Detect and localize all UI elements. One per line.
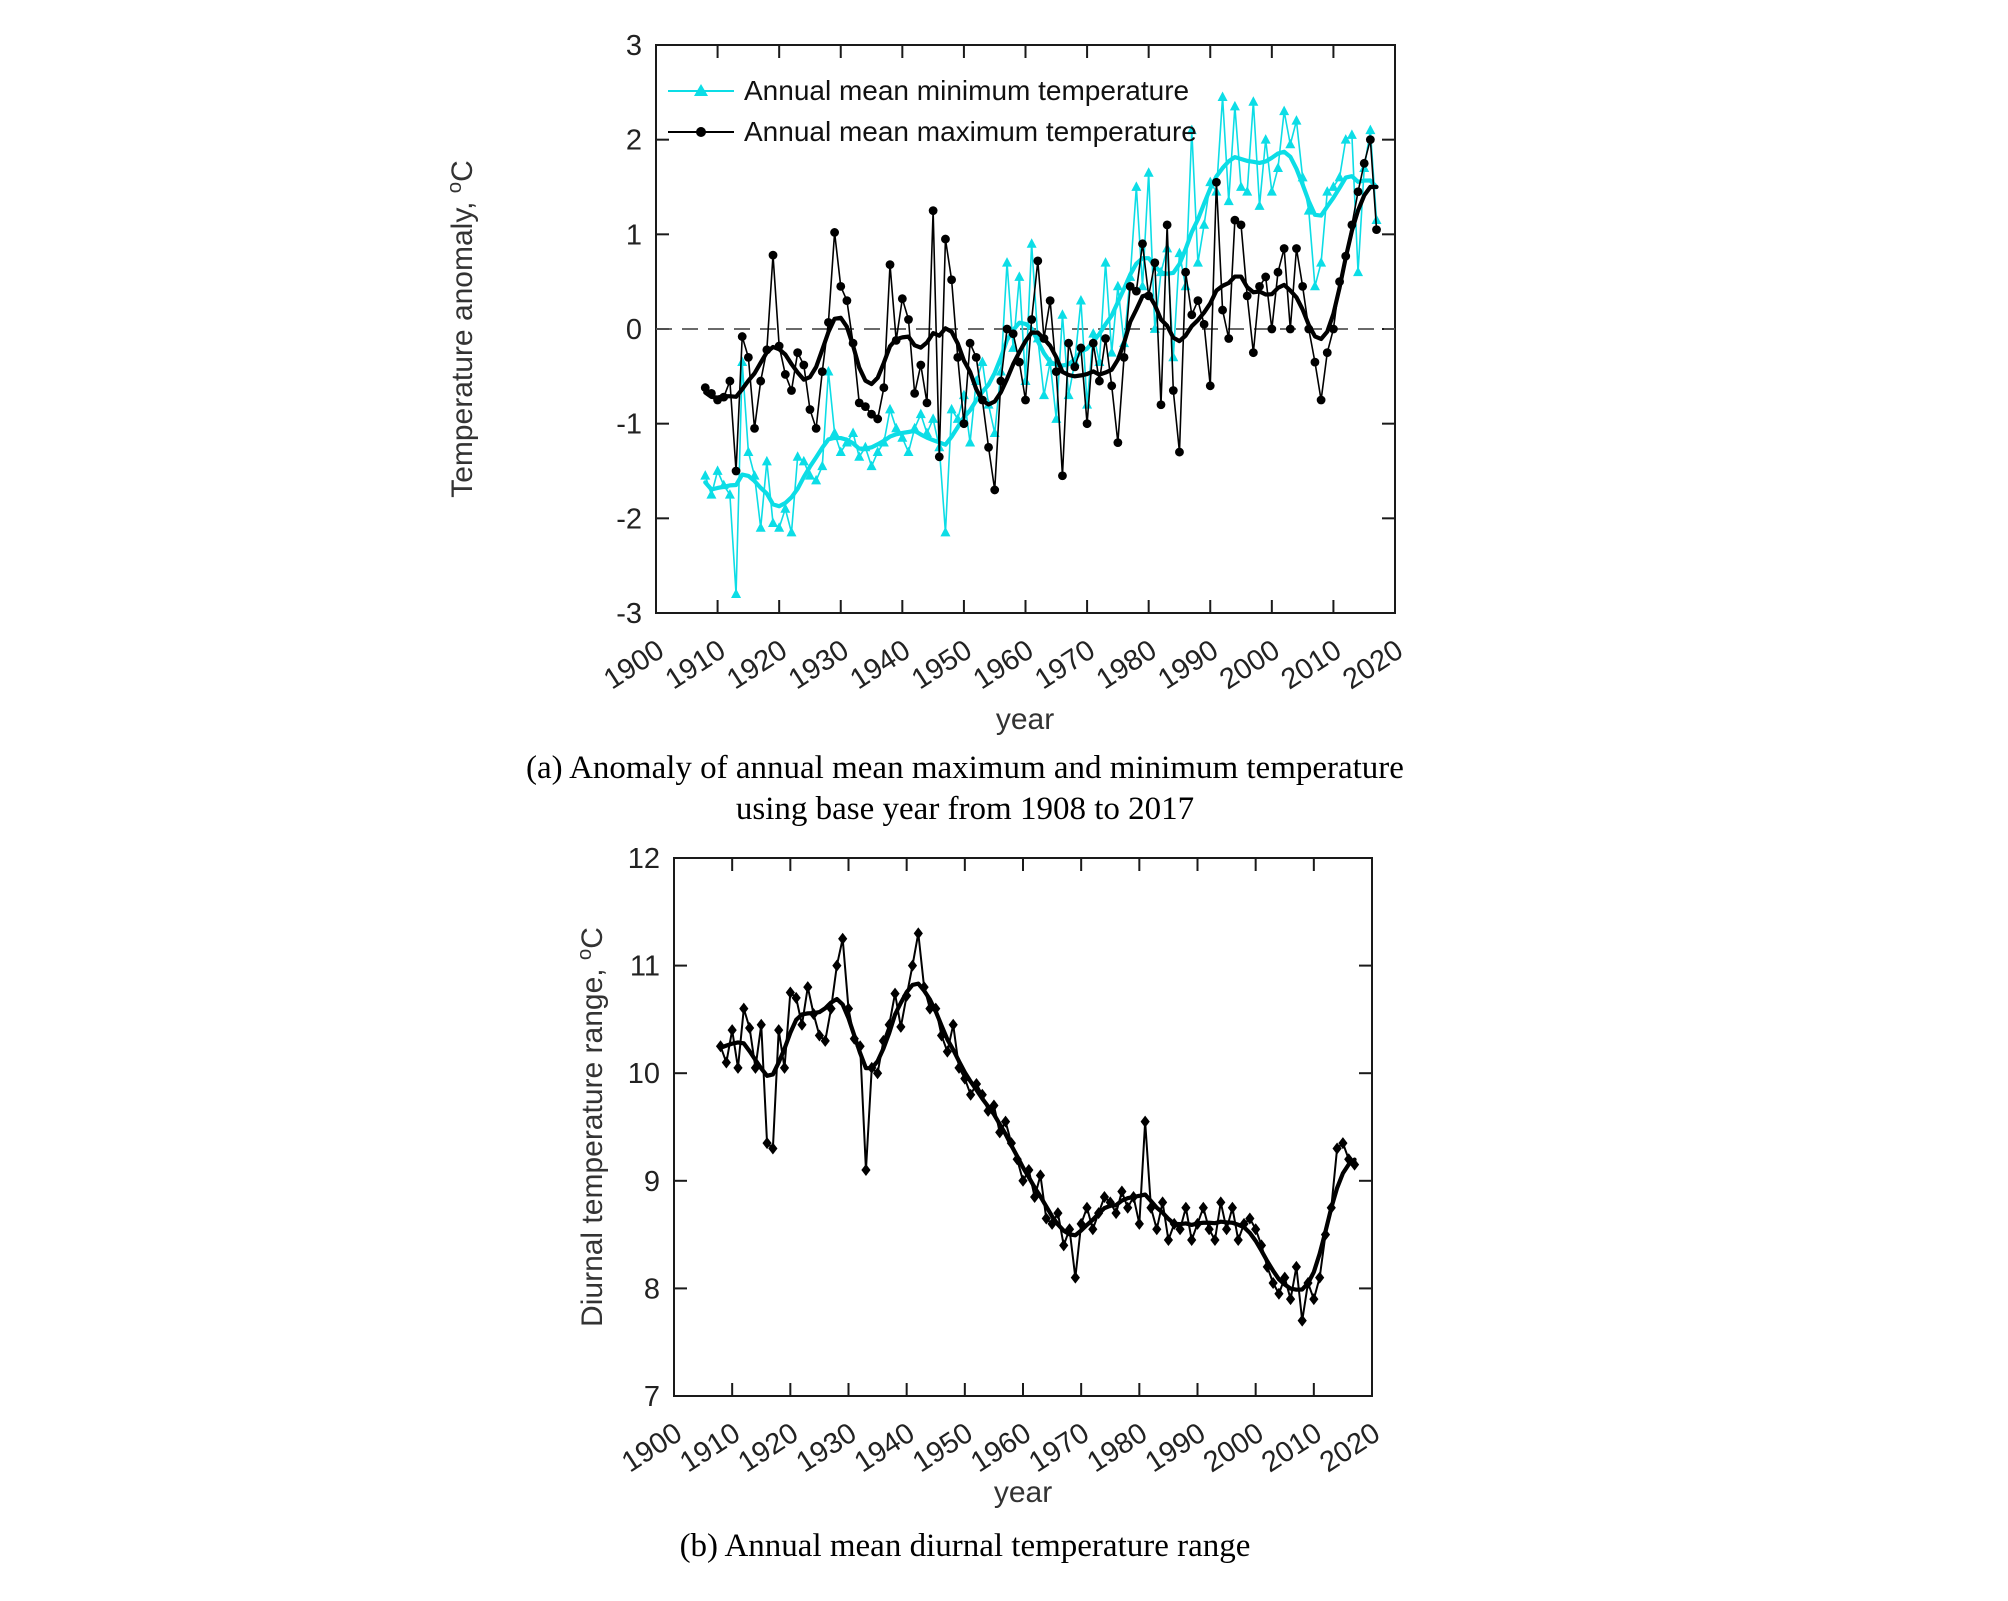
diamond-marker-icon [949, 1019, 958, 1031]
x-tick-label: 2000 [1214, 634, 1286, 697]
circle-marker-icon [972, 353, 981, 362]
triangle-marker-icon [1218, 91, 1228, 101]
circle-marker-icon [1286, 325, 1295, 334]
triangle-marker-icon [1082, 399, 1092, 409]
circle-marker-icon [787, 386, 796, 395]
circle-marker-icon [1046, 296, 1055, 305]
triangle-marker-icon [1039, 390, 1049, 400]
x-tick-label: 1900 [598, 634, 670, 697]
y-tick-label: 0 [625, 314, 642, 346]
diamond-marker-icon [1158, 1196, 1167, 1208]
plot-box-b [674, 858, 1372, 1396]
triangle-marker-icon [891, 423, 901, 433]
circle-marker-icon [1083, 419, 1092, 428]
x-tick-label: 1950 [907, 1417, 979, 1480]
triangle-marker-icon [1131, 181, 1141, 191]
circle-marker-icon [910, 389, 919, 398]
legend-line-min [668, 90, 734, 92]
circle-marker-icon [1033, 256, 1042, 265]
circle-marker-icon [806, 405, 815, 414]
diamond-marker-icon [1216, 1196, 1225, 1208]
circle-marker-icon [1372, 225, 1381, 234]
x-tick-label: 1980 [1090, 634, 1163, 697]
circle-marker-icon [1009, 329, 1018, 338]
diamond-marker-icon [728, 1024, 737, 1036]
circle-marker-icon [861, 402, 870, 411]
x-tick-label: 1940 [844, 634, 917, 697]
y-tick-label: 12 [627, 843, 660, 875]
diamond-marker-icon [832, 960, 841, 972]
diamond-marker-icon [1199, 1202, 1208, 1214]
y-tick-label: 9 [643, 1165, 660, 1198]
caption-a-line1: (a) Anomaly of annual mean maximum and minimum temperature [526, 750, 1404, 786]
triangle-marker-icon [1285, 139, 1295, 149]
diamond-marker-icon [1298, 1315, 1307, 1327]
circle-marker-icon [744, 353, 753, 362]
circle-marker-icon [1163, 220, 1172, 229]
triangle-marker-icon [762, 456, 772, 466]
diamond-marker-icon [739, 1003, 748, 1015]
x-tick-label: 1990 [1152, 634, 1225, 697]
triangle-marker-icon [1014, 271, 1024, 281]
y-axis-label-a [444, 160, 480, 498]
circle-marker-icon [1317, 396, 1326, 405]
diamond-marker-icon [1292, 1261, 1301, 1273]
circle-marker-icon [1212, 178, 1221, 187]
diamond-marker-icon [1234, 1234, 1243, 1246]
legend-line-max [668, 131, 734, 133]
diamond-marker-icon [908, 960, 917, 972]
circle-marker-icon [726, 377, 735, 386]
triangle-marker-icon [1057, 309, 1067, 319]
circle-marker-icon [793, 348, 802, 357]
circle-marker-icon [799, 361, 808, 370]
y-axis-label-b-unit: C [576, 927, 609, 949]
triangle-marker-icon [1255, 200, 1265, 210]
circle-marker-icon [1354, 187, 1363, 196]
circle-marker-icon [886, 260, 895, 269]
circle-marker-icon [750, 424, 759, 433]
circle-marker-icon [1323, 348, 1332, 357]
diamond-marker-icon [1164, 1234, 1173, 1246]
triangle-marker-icon [1002, 257, 1012, 267]
triangle-marker-icon [1193, 257, 1203, 267]
caption-b [0, 1526, 1930, 1567]
diamond-marker-icon [780, 1062, 789, 1074]
circle-marker-icon [843, 296, 852, 305]
triangle-marker-icon [830, 428, 840, 438]
x-tick-label: 2000 [1197, 1417, 1270, 1480]
triangle-marker-icon [1261, 134, 1271, 144]
circle-marker-icon [1058, 471, 1067, 480]
circle-marker-icon [1274, 268, 1283, 277]
y-tick-label: 11 [629, 950, 660, 983]
triangle-marker-icon [867, 461, 877, 471]
triangle-marker-icon [1224, 196, 1234, 206]
triangle-marker-icon [1101, 257, 1111, 267]
diamond-marker-icon [1135, 1218, 1144, 1230]
y-axis-label-a-text: Temperature anomaly, [446, 193, 479, 498]
circle-marker-icon [1187, 310, 1196, 319]
triangle-marker-icon [817, 461, 827, 471]
legend [668, 72, 1197, 150]
x-axis-label-a: year [995, 703, 1055, 736]
circle-marker-icon [1261, 273, 1270, 282]
circle-marker-icon [1206, 381, 1215, 390]
circle-marker-icon [781, 370, 790, 379]
x-tick-label: 1920 [732, 1417, 805, 1480]
circle-marker-icon [1089, 339, 1098, 348]
circle-marker-icon [929, 206, 938, 215]
diamond-marker-icon [757, 1019, 766, 1031]
triangle-marker-icon [848, 428, 858, 438]
circle-marker-icon [1224, 334, 1233, 343]
x-axis-label-b: year [993, 1476, 1053, 1509]
series-0-1-line [705, 140, 1376, 490]
triangle-marker-icon [1199, 219, 1209, 229]
circle-marker-icon [1218, 306, 1227, 315]
series-1-0-smoothed-line [721, 984, 1355, 1290]
diamond-marker-icon [1059, 1239, 1068, 1251]
triangle-marker-icon [1027, 238, 1037, 248]
diamond-marker-icon [1315, 1272, 1324, 1284]
triangle-marker-icon [1273, 162, 1283, 172]
diamond-marker-icon [745, 1022, 754, 1034]
circle-marker-icon [836, 282, 845, 291]
triangle-marker-icon [1353, 267, 1363, 277]
circle-marker-icon [1113, 438, 1122, 447]
y-axis-label-b [574, 927, 610, 1327]
circle-marker-icon [879, 383, 888, 392]
diamond-marker-icon [838, 933, 847, 945]
y-tick-label: 1 [625, 219, 642, 252]
triangle-marker-icon [1279, 106, 1289, 116]
x-tick-label: 1930 [783, 634, 855, 697]
triangle-marker-icon [756, 522, 766, 532]
triangle-marker-icon [1316, 257, 1326, 267]
triangle-marker-icon [1168, 352, 1178, 362]
circle-marker-icon [1237, 220, 1246, 229]
triangle-marker-icon [947, 404, 957, 414]
diamond-marker-icon [1286, 1293, 1295, 1305]
series-1-0-line [721, 933, 1355, 1320]
triangle-marker-icon [793, 451, 803, 461]
triangle-marker-icon [1291, 115, 1301, 125]
triangle-marker-icon [768, 517, 778, 527]
circle-marker-icon [898, 294, 907, 303]
y-tick-label: -1 [616, 408, 642, 441]
diamond-marker-icon [1117, 1186, 1126, 1198]
degree-superscript: o [574, 948, 596, 961]
triangle-marker-icon [965, 437, 975, 447]
circle-marker-icon [1095, 377, 1104, 386]
x-tick-label: 1990 [1139, 1417, 1212, 1480]
triangle-marker-icon [700, 470, 710, 480]
triangle-marker-icon [1076, 295, 1086, 305]
triangle-marker-icon [1267, 186, 1277, 196]
x-tick-label: 1980 [1081, 1417, 1154, 1480]
circle-marker-icon [1280, 244, 1289, 253]
diamond-marker-icon [1187, 1234, 1196, 1246]
circle-marker-icon [935, 452, 944, 461]
circle-marker-icon [1150, 258, 1159, 267]
y-tick-label: 2 [625, 124, 642, 157]
triangle-marker-icon [713, 465, 723, 475]
diamond-marker-icon [797, 1019, 806, 1031]
circle-marker-icon [1027, 315, 1036, 324]
circle-marker-icon [818, 367, 827, 376]
triangle-marker-icon [1236, 181, 1246, 191]
circle-marker-icon [1243, 291, 1252, 300]
circle-marker-icon [1021, 396, 1030, 405]
triangle-marker-icon [1248, 96, 1258, 106]
circle-marker-icon [812, 424, 821, 433]
circle-marker-icon [873, 415, 882, 424]
circle-marker-icon [756, 377, 765, 386]
circle-marker-icon [984, 443, 993, 452]
x-tick-label: 1940 [848, 1417, 921, 1480]
y-tick-label: 3 [625, 30, 642, 62]
x-tick-label: 2010 [1275, 634, 1348, 697]
x-tick-label: 1970 [1023, 1417, 1095, 1480]
circle-marker-icon [1064, 339, 1073, 348]
circle-marker-icon [738, 332, 747, 341]
circle-marker-icon [1360, 159, 1369, 168]
legend-row-min [668, 72, 1197, 109]
circle-marker-icon [1169, 386, 1178, 395]
circle-marker-icon [1181, 268, 1190, 277]
circle-marker-icon [1101, 334, 1110, 343]
triangle-marker-icon [928, 413, 938, 423]
caption-b-line1: (b) Annual mean diurnal temperature range [679, 1528, 1251, 1564]
circle-marker-icon [1070, 362, 1079, 371]
x-tick-label: 1970 [1029, 634, 1101, 697]
circle-marker-icon [1138, 239, 1147, 248]
x-tick-label: 1930 [790, 1417, 863, 1480]
circle-marker-icon [769, 251, 778, 260]
diamond-marker-icon [1082, 1202, 1091, 1214]
circle-marker-icon [966, 339, 975, 348]
triangle-marker-icon [1365, 125, 1375, 135]
triangle-marker-icon [743, 446, 753, 456]
circle-marker-icon [1107, 381, 1116, 390]
diamond-marker-icon [1309, 1293, 1318, 1305]
diamond-marker-icon [896, 1021, 905, 1033]
circle-marker-icon [904, 315, 913, 324]
circle-marker-icon [916, 361, 925, 370]
diamond-marker-icon [1071, 1272, 1080, 1284]
circle-marker-icon [947, 275, 956, 284]
diamond-marker-icon [1152, 1223, 1161, 1235]
diamond-marker-icon [1228, 1202, 1237, 1214]
legend-label-max: Annual mean maximum temperature [744, 115, 1197, 147]
circle-marker-icon [990, 486, 999, 495]
circle-marker-icon [1200, 320, 1209, 329]
y-tick-label: 10 [627, 1058, 660, 1091]
circle-marker-icon [960, 419, 969, 428]
triangle-marker-icon [1347, 129, 1357, 139]
triangle-marker-icon [916, 409, 926, 419]
circle-marker-icon [923, 398, 932, 407]
x-tick-label: 1920 [721, 634, 793, 697]
diamond-marker-icon [861, 1164, 870, 1176]
diamond-marker-icon [1222, 1223, 1231, 1235]
x-tick-label: 1950 [906, 634, 978, 697]
circle-marker-icon [696, 127, 706, 137]
diamond-marker-icon [774, 1024, 783, 1036]
x-tick-label: 1960 [965, 1417, 1037, 1480]
degree-superscript: o [444, 181, 466, 194]
circle-marker-icon [732, 467, 741, 476]
circle-marker-icon [1249, 348, 1258, 357]
y-tick-label: 8 [643, 1273, 660, 1306]
circle-marker-icon [1132, 287, 1141, 296]
y-axis-label-a-unit: C [446, 160, 479, 182]
triangle-marker-icon [1310, 281, 1320, 291]
y-axis-label-b-text: Diurnal temperature range, [576, 960, 609, 1327]
triangle-marker-icon [1230, 101, 1240, 111]
triangle-marker-icon [731, 588, 741, 598]
diamond-marker-icon [890, 988, 899, 1000]
circle-marker-icon [1292, 244, 1301, 253]
diamond-marker-icon [803, 981, 812, 993]
circle-marker-icon [830, 228, 839, 237]
triangle-marker-icon [903, 446, 913, 456]
legend-label-min: Annual mean minimum temperature [744, 74, 1190, 106]
caption-a-line2: using base year from 1908 to 2017 [735, 791, 1195, 827]
circle-marker-icon [1194, 296, 1203, 305]
diamond-marker-icon [1036, 1169, 1045, 1181]
x-tick-label: 2020 [1314, 1417, 1386, 1480]
diamond-marker-icon [1181, 1202, 1190, 1214]
diamond-marker-icon [1141, 1116, 1150, 1128]
triangle-marker-icon [694, 84, 708, 96]
circle-marker-icon [1311, 358, 1320, 367]
x-tick-label: 2020 [1337, 634, 1409, 697]
circle-marker-icon [1077, 344, 1086, 353]
legend-row-max [668, 113, 1197, 150]
x-tick-label: 1910 [659, 634, 732, 697]
triangle-marker-icon [1113, 281, 1123, 291]
diamond-marker-icon [722, 1056, 731, 1068]
circle-marker-icon [941, 235, 950, 244]
circle-marker-icon [1366, 135, 1375, 144]
circle-marker-icon [1298, 282, 1307, 291]
x-tick-label: 1900 [616, 1417, 688, 1480]
triangle-marker-icon [786, 527, 796, 537]
diamond-marker-icon [914, 927, 923, 939]
x-tick-label: 1910 [674, 1417, 746, 1480]
diamond-marker-icon [733, 1062, 742, 1074]
circle-marker-icon [1175, 448, 1184, 457]
x-tick-label: 2010 [1256, 1417, 1328, 1480]
circle-marker-icon [1157, 400, 1166, 409]
y-tick-label: -2 [616, 503, 642, 536]
y-tick-label: 7 [643, 1381, 660, 1413]
triangle-marker-icon [885, 404, 895, 414]
triangle-marker-icon [1144, 167, 1154, 177]
triangle-marker-icon [1064, 390, 1074, 400]
y-tick-label: -3 [616, 598, 642, 630]
triangle-marker-icon [940, 527, 950, 537]
caption-a [0, 748, 1930, 830]
circle-marker-icon [1267, 325, 1276, 334]
x-tick-label: 1960 [967, 634, 1040, 697]
